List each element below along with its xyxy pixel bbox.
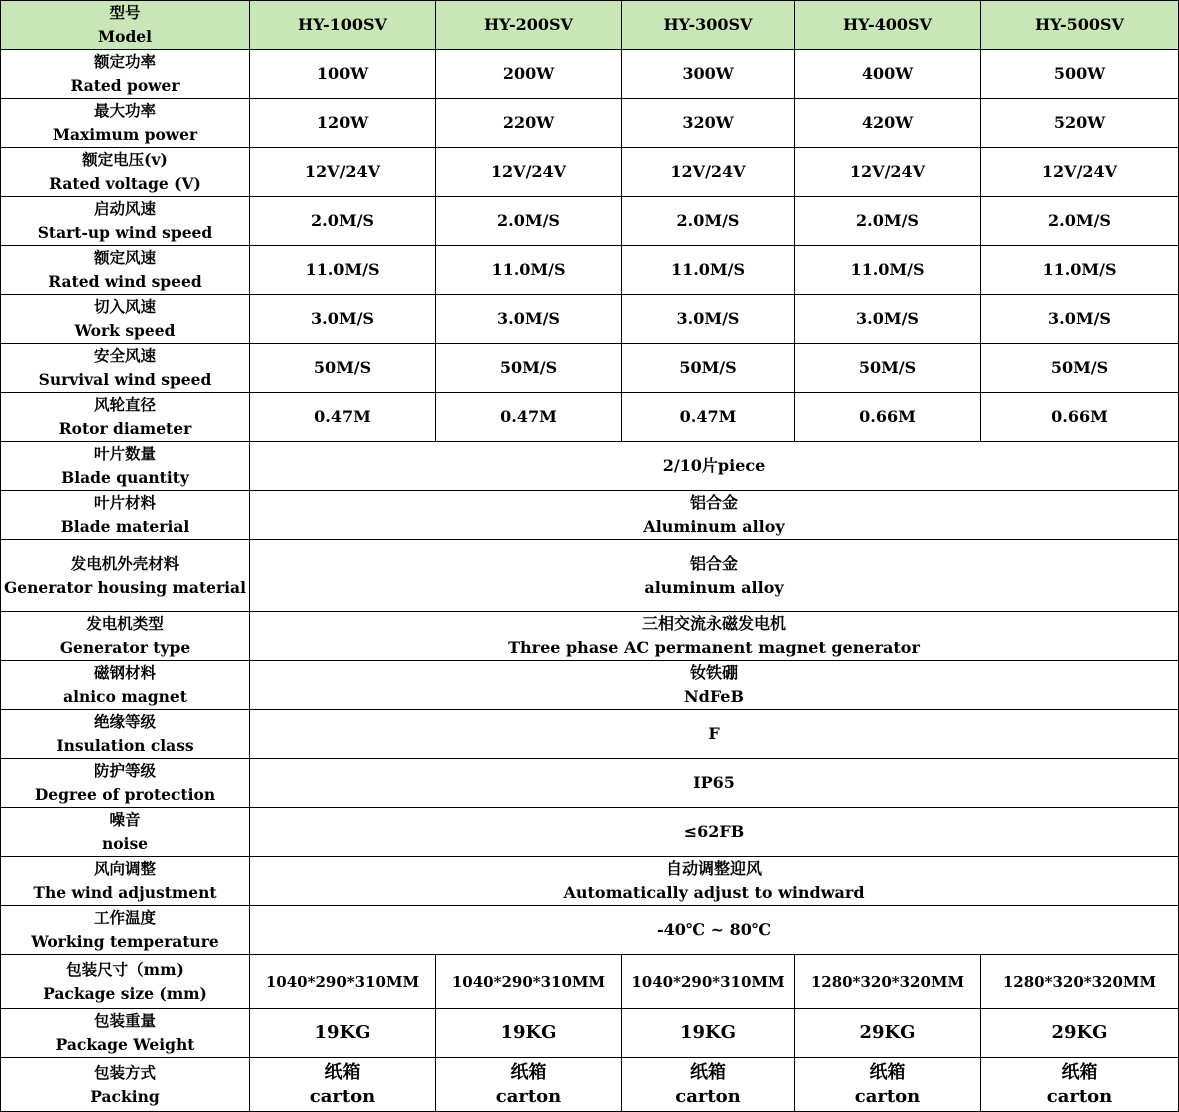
row-label-cn: 包装尺寸（mm) [66, 959, 184, 979]
row-label-cn: 额定功率 [93, 52, 156, 71]
table-cell: 2.0M/S [250, 197, 436, 246]
table-cell: 2.0M/S [981, 197, 1179, 246]
row-label-en: noise [101, 834, 149, 853]
table-cell: 320W [622, 99, 795, 148]
row-label-cn: 包装方式 [93, 1062, 156, 1082]
row-label-en: Working temperature [31, 932, 219, 951]
row-label-en: Blade material [60, 517, 190, 536]
table-cell: 11.0M/S [250, 246, 436, 295]
row-label [1, 1009, 250, 1058]
merged-cell [250, 491, 1179, 540]
row-label-en: Rated wind speed [48, 272, 202, 291]
merged-cell [250, 857, 1179, 906]
table-cell: 0.47M [250, 393, 436, 442]
row-label [1, 710, 250, 759]
row-label-en: The wind adjustment [33, 883, 217, 902]
row-label-en: alnico magnet [63, 687, 187, 706]
row-label-en: Blade quantity [61, 468, 189, 487]
table-cell: 1040*290*310MM [622, 955, 795, 1009]
table-cell: 3.0M/S [250, 295, 436, 344]
row-label [1, 295, 250, 344]
row-label-cn: 包装重量 [93, 1011, 156, 1030]
table-cell: 3.0M/S [795, 295, 981, 344]
table-cell: 2.0M/S [436, 197, 622, 246]
table-cell: 0.47M [622, 393, 795, 442]
row-label [1, 148, 250, 197]
table-cell: 11.0M/S [622, 246, 795, 295]
merged-cell [250, 612, 1179, 661]
row-label [1, 99, 250, 148]
row-label-cn: 切入风速 [93, 297, 156, 316]
row-label-cn: 启动风速 [93, 199, 156, 218]
packing-cn: 纸箱 [324, 1061, 361, 1083]
table-cell: 50M/S [795, 344, 981, 393]
table-cell: 50M/S [436, 344, 622, 393]
table-cell: 3.0M/S [436, 295, 622, 344]
table-cell: 0.47M [436, 393, 622, 442]
row-label-cn: 绝缘等级 [93, 712, 156, 731]
row-label-en: Package Weight [55, 1035, 195, 1054]
table-row [1, 759, 1179, 808]
table-cell: 400W [795, 50, 981, 99]
column-header: HY-400SV [795, 1, 981, 50]
row-label-cn: 发电机外壳材料 [70, 553, 180, 573]
table-row [1, 857, 1179, 906]
row-label [1, 246, 250, 295]
table-cell: 220W [436, 99, 622, 148]
row-label [1, 1058, 250, 1112]
merged-cell-cn: 铝合金 [689, 493, 738, 512]
table-cell: 420W [795, 99, 981, 148]
table-row [1, 955, 1179, 1009]
table-cell: 19KG [250, 1009, 436, 1058]
table-cell: 29KG [981, 1009, 1179, 1058]
row-label-en: Generator housing material [4, 577, 246, 597]
row-label-en: Degree of protection [34, 785, 216, 804]
merged-cell-en: Automatically adjust to windward [563, 883, 865, 902]
row-label-cn: 风轮直径 [93, 395, 156, 414]
merged-cell: IP65 [250, 759, 1179, 808]
table-cell: 11.0M/S [436, 246, 622, 295]
row-label-cn: 叶片材料 [93, 493, 156, 512]
row-label [1, 857, 250, 906]
row-label [1, 540, 250, 612]
row-label [1, 906, 250, 955]
table-cell: 1280*320*320MM [795, 955, 981, 1009]
column-header: HY-200SV [436, 1, 622, 50]
row-label-en: Rated voltage (V) [49, 174, 201, 193]
row-label-cn: 风向调整 [93, 859, 156, 878]
table-cell: 3.0M/S [622, 295, 795, 344]
table-cell: 520W [981, 99, 1179, 148]
table-row [1, 906, 1179, 955]
row-label-en: Packing [90, 1086, 160, 1106]
table-row [1, 99, 1179, 148]
row-label [1, 955, 250, 1009]
merged-cell-cn: 三相交流永磁发电机 [641, 614, 786, 633]
table-row [1, 808, 1179, 857]
merged-cell-cn: 铝合金 [689, 553, 738, 573]
merged-cell-en: NdFeB [684, 687, 744, 706]
table-cell: 12V/24V [795, 148, 981, 197]
table-cell: 100W [250, 50, 436, 99]
table-cell: 1040*290*310MM [250, 955, 436, 1009]
row-label [1, 393, 250, 442]
header-row [1, 1, 1179, 50]
merged-cell [250, 540, 1179, 612]
table-cell: 3.0M/S [981, 295, 1179, 344]
table-cell: 19KG [622, 1009, 795, 1058]
table-row [1, 491, 1179, 540]
table-cell: 11.0M/S [795, 246, 981, 295]
merged-cell-cn: 钕铁硼 [689, 663, 738, 682]
row-label-cn: 工作温度 [93, 908, 156, 927]
table-cell: 50M/S [981, 344, 1179, 393]
row-label-en: Start-up wind speed [37, 223, 213, 242]
table-row [1, 295, 1179, 344]
table-cell: 1040*290*310MM [436, 955, 622, 1009]
packing-en: carton [854, 1085, 921, 1107]
table-cell: 2.0M/S [795, 197, 981, 246]
packing-en: carton [675, 1085, 741, 1107]
table-cell: 200W [436, 50, 622, 99]
table-row [1, 393, 1179, 442]
row-label [1, 197, 250, 246]
row-label-en: Generator type [59, 638, 191, 657]
table-cell: 19KG [436, 1009, 622, 1058]
table-row [1, 1009, 1179, 1058]
row-label [1, 50, 250, 99]
table-cell: 0.66M [795, 393, 981, 442]
packing-en: carton [495, 1085, 562, 1107]
header-model-label [1, 1, 250, 50]
row-label [1, 344, 250, 393]
row-label-en: Rated power [70, 76, 180, 95]
header-model-cn: 型号 [109, 3, 141, 22]
table-cell [250, 1058, 436, 1112]
row-label-en: Maximum power [52, 125, 198, 144]
column-header: HY-100SV [250, 1, 436, 50]
packing-cn: 纸箱 [869, 1061, 906, 1083]
column-header: HY-300SV [622, 1, 795, 50]
row-label [1, 661, 250, 710]
table-row [1, 197, 1179, 246]
merged-cell: ≤62FB [250, 808, 1179, 857]
table-cell: 50M/S [250, 344, 436, 393]
table-row [1, 1058, 1179, 1112]
table-cell: 11.0M/S [981, 246, 1179, 295]
table-row [1, 344, 1179, 393]
packing-cn: 纸箱 [510, 1061, 547, 1083]
packing-en: carton [1046, 1085, 1113, 1107]
table-row [1, 148, 1179, 197]
row-label-en: Rotor diameter [58, 419, 192, 438]
table-cell: 12V/24V [622, 148, 795, 197]
table-row [1, 442, 1179, 491]
row-label-cn: 额定风速 [93, 248, 156, 267]
row-label [1, 612, 250, 661]
table-cell: 29KG [795, 1009, 981, 1058]
row-label [1, 759, 250, 808]
table-row [1, 540, 1179, 612]
row-label-en: Package size (mm) [43, 983, 207, 1003]
packing-cn: 纸箱 [690, 1061, 726, 1083]
row-label-en: Insulation class [56, 736, 194, 755]
row-label-cn: 防护等级 [93, 761, 156, 780]
merged-cell-en: aluminum alloy [644, 577, 784, 597]
table-cell: 12V/24V [981, 148, 1179, 197]
column-header: HY-500SV [981, 1, 1179, 50]
table-cell: 12V/24V [250, 148, 436, 197]
row-label-en: Survival wind speed [38, 370, 212, 389]
merged-cell-en: Aluminum alloy [643, 517, 785, 536]
row-label-cn: 安全风速 [93, 346, 156, 365]
merged-cell [250, 661, 1179, 710]
row-label-cn: 发电机类型 [86, 614, 164, 633]
table-cell: 300W [622, 50, 795, 99]
row-label-cn: 额定电压(v) [82, 150, 168, 169]
table-cell: 500W [981, 50, 1179, 99]
packing-en: carton [309, 1085, 376, 1107]
row-label-cn: 最大功率 [93, 101, 156, 120]
table-cell: 120W [250, 99, 436, 148]
table-row [1, 246, 1179, 295]
table-row [1, 661, 1179, 710]
table-row [1, 612, 1179, 661]
table-row [1, 710, 1179, 759]
table-cell: 1280*320*320MM [981, 955, 1179, 1009]
packing-cn: 纸箱 [1061, 1061, 1098, 1083]
header-model-en: Model [97, 27, 153, 46]
row-label-cn: 噪音 [109, 810, 141, 829]
row-label-en: Work speed [74, 321, 176, 340]
merged-cell: -40℃ ~ 80℃ [250, 906, 1179, 955]
table-cell: 50M/S [622, 344, 795, 393]
table-cell [795, 1058, 981, 1112]
merged-cell-en: Three phase AC permanent magnet generator [508, 638, 920, 657]
row-label-cn: 叶片数量 [93, 444, 156, 463]
table-cell [436, 1058, 622, 1112]
table-cell: 0.66M [981, 393, 1179, 442]
merged-cell-cn: 自动调整迎风 [665, 859, 762, 878]
table-cell: 12V/24V [436, 148, 622, 197]
merged-cell: F [250, 710, 1179, 759]
row-label [1, 442, 250, 491]
table-row [1, 50, 1179, 99]
table-cell [622, 1058, 795, 1112]
row-label-cn: 磁钢材料 [93, 663, 156, 682]
table-cell [981, 1058, 1179, 1112]
merged-cell: 2/10片piece [250, 442, 1179, 491]
table-cell: 2.0M/S [622, 197, 795, 246]
row-label [1, 491, 250, 540]
row-label [1, 808, 250, 857]
